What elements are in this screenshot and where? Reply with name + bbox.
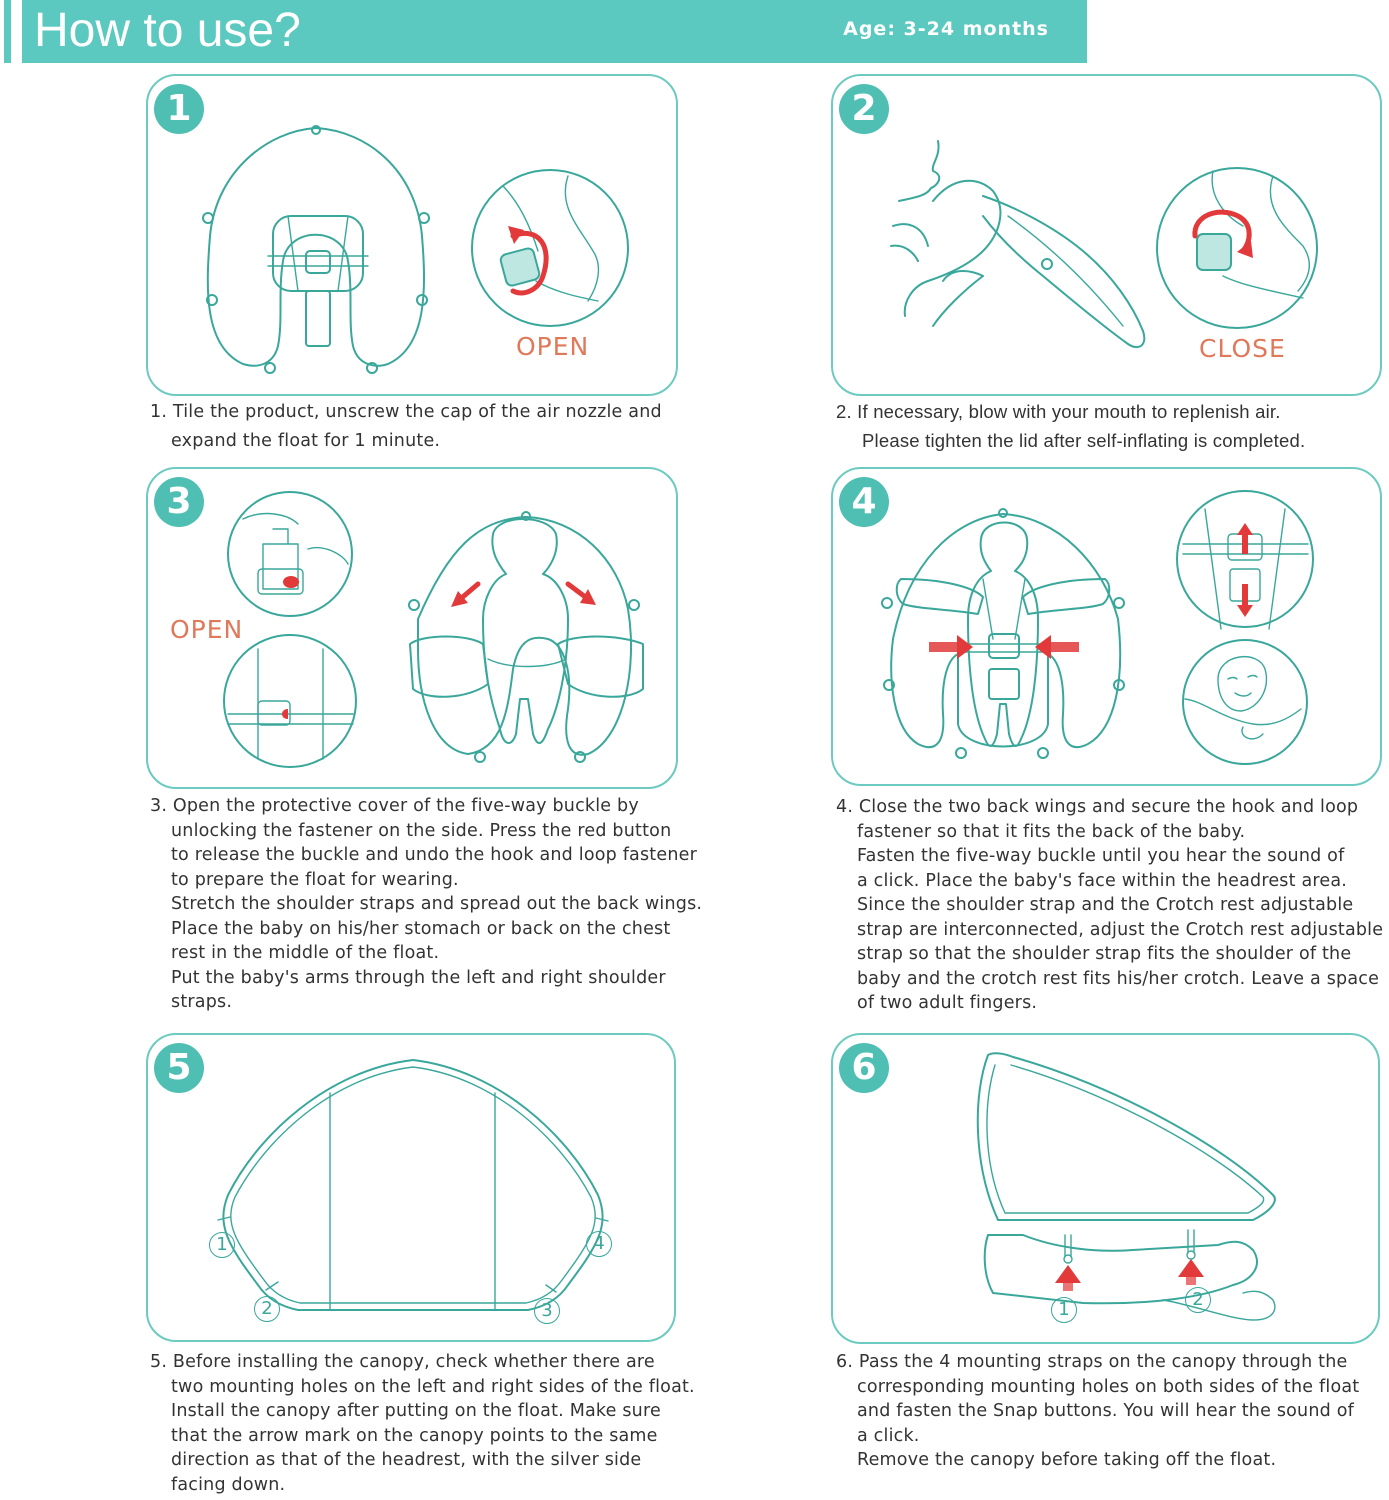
step-6-illustration [833, 1035, 1382, 1346]
step-5-panel [146, 1033, 676, 1342]
caption-line: a click. Place the baby's face within the headrest area. [857, 870, 1348, 891]
caption-line: 6. Pass the 4 mounting straps on the canopy through the [836, 1352, 1348, 1372]
caption-line: Place the baby on his/her stomach or back on the chest [171, 918, 671, 939]
step-4-panel [831, 467, 1382, 786]
step-5-caption [150, 1350, 695, 1497]
caption-line: facing down. [171, 1474, 286, 1495]
step-5-marker-1: 1 [209, 1232, 235, 1258]
caption-line: direction as that of the headrest, with the silver side [171, 1450, 642, 1470]
caption-line: baby and the crotch rest fits his/her crotch. Leave a space [857, 968, 1380, 989]
step-5-marker-2: 2 [254, 1296, 280, 1322]
caption-line: fastener so that it fits the back of the baby. [857, 821, 1246, 842]
caption-line: rest in the middle of the float. [171, 943, 440, 963]
caption-line: and fasten the Snap buttons. You will hear the sound of [857, 1401, 1354, 1421]
caption-line: strap are interconnected, adjust the Crotch rest adjustable [857, 919, 1384, 940]
step-3-number: 3 [154, 477, 204, 527]
step-5-number: 5 [154, 1043, 204, 1093]
step-4-number: 4 [839, 477, 889, 527]
step-2-caption [836, 400, 1305, 453]
age-range: Age: 3-24 months [843, 18, 1049, 40]
caption-line: straps. [171, 992, 233, 1012]
caption-line: corresponding mounting holes on both sides of the float [857, 1376, 1360, 1397]
caption-line: Fasten the five-way buckle until you hear the sound of [857, 846, 1345, 866]
caption-line: of two adult fingers. [857, 993, 1038, 1013]
header-accent-stripe [4, 0, 11, 63]
step-1-illustration [148, 76, 680, 398]
caption-line: that the arrow mark on the canopy points to the same [171, 1425, 658, 1446]
caption-line: to prepare the float for wearing. [171, 869, 459, 890]
caption-line: 4. Close the two back wings and secure the hook and loop [836, 797, 1359, 817]
step-6-marker-2: 2 [1185, 1287, 1211, 1313]
step-1-caption [150, 400, 662, 453]
step-2-callout: CLOSE [1199, 334, 1286, 363]
step-6-number: 6 [839, 1043, 889, 1093]
step-1-number: 1 [154, 84, 204, 134]
caption-line: two mounting holes on the left and right sides of the float. [171, 1376, 695, 1397]
step-3-panel [146, 467, 678, 789]
caption-line: 1. Tile the product, unscrew the cap of the air nozzle and [150, 402, 662, 422]
caption-line: unlocking the fastener on the side. Press the red button [171, 820, 672, 841]
caption-line: a click. [857, 1425, 920, 1446]
step-2-number: 2 [839, 84, 889, 134]
page-title: How to use? [34, 4, 301, 57]
step-2-panel [831, 74, 1382, 396]
step-6-caption [836, 1350, 1359, 1473]
step-5-marker-4: 4 [586, 1231, 612, 1257]
step-6-marker-1: 1 [1051, 1297, 1077, 1323]
caption-line: Please tighten the lid after self-inflating is completed. [862, 429, 1306, 451]
step-1-callout: OPEN [516, 332, 590, 361]
step-2-illustration [833, 76, 1384, 398]
caption-line: expand the float for 1 minute. [171, 430, 441, 451]
caption-line: Since the shoulder strap and the Crotch rest adjustable [857, 895, 1354, 915]
caption-line: Remove the canopy before taking off the float. [857, 1450, 1277, 1470]
step-4-caption [836, 795, 1383, 1016]
step-4-illustration [833, 469, 1384, 788]
step-6-panel [831, 1033, 1380, 1344]
caption-line: Install the canopy after putting on the float. Make sure [171, 1401, 661, 1421]
caption-line: Stretch the shoulder straps and spread out the back wings. [171, 894, 703, 914]
caption-line: to release the buckle and undo the hook and loop fastener [171, 845, 697, 865]
caption-line: 3. Open the protective cover of the five-way buckle by [150, 796, 639, 816]
header-banner [22, 0, 1087, 63]
caption-line: 5. Before installing the canopy, check whether there are [150, 1352, 655, 1372]
caption-line: 2. If necessary, blow with your mouth to replenish air. [836, 401, 1281, 422]
caption-line: Put the baby's arms through the left and right shoulder [171, 967, 666, 988]
caption-line: strap so that the shoulder strap fits the shoulder of the [857, 944, 1352, 964]
step-3-callout: OPEN [170, 615, 244, 644]
step-5-marker-3: 3 [534, 1298, 560, 1324]
step-5-illustration [148, 1035, 678, 1344]
step-1-panel [146, 74, 678, 396]
step-3-caption [150, 794, 702, 1015]
